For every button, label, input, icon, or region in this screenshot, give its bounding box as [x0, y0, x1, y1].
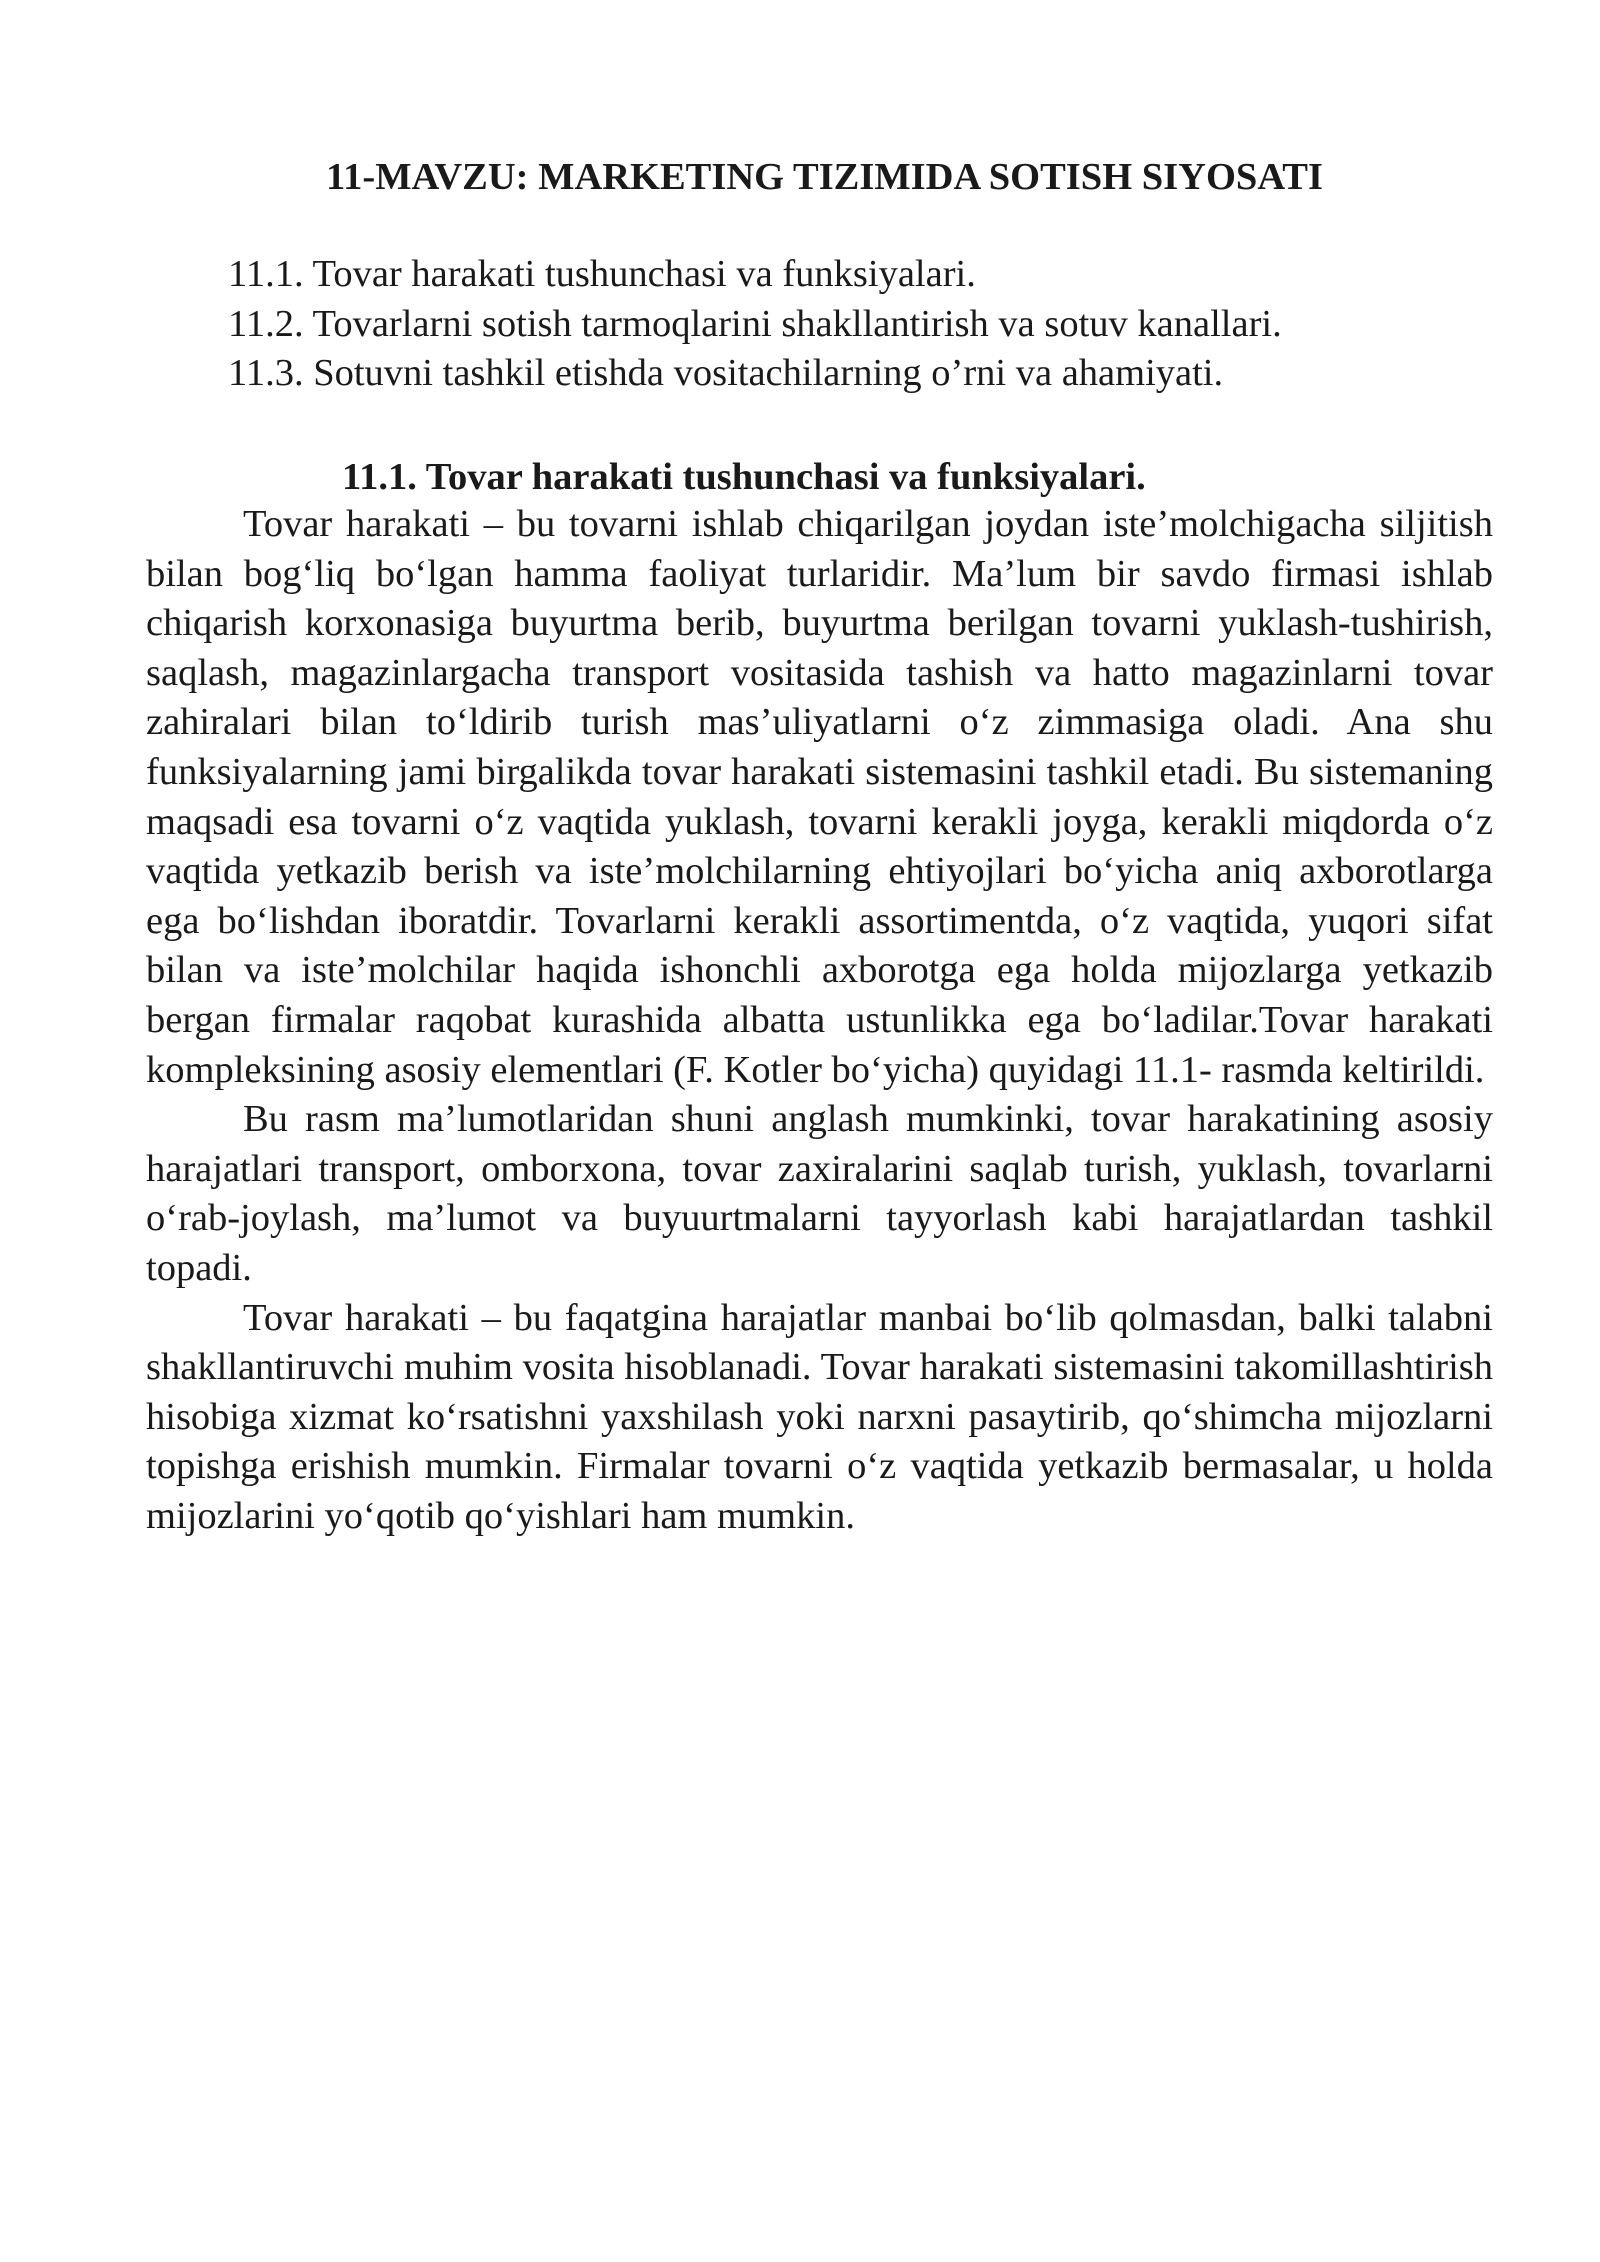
body-paragraph: Bu rasm ma’lumotlaridan shuni anglash mumkinki, tovar harakatining asosiy harajatlari transport, omborxona, tovar zaxiralarini saqlab turish, yuklash, tovarlarni o‘rab-joylash, ma’lumot va buyuurtmalarni tayyorlash kabi harajatlardan tashkil topadi. [146, 1098, 1493, 1289]
toc-item: 11.1. Tovar harakati tushunchasi va funksiyalari. [228, 253, 976, 295]
toc-item: 11.2. Tovarlarni sotish tarmoqlarini shakllantirish va sotuv kanallari. [228, 302, 1282, 345]
document-body [146, 500, 1493, 1541]
body-paragraph: Tovar harakati – bu faqatgina harajatlar manbai bo‘lib qolmasdan, balki talabni shakllantiruvchi muhim vosita hisoblanadi. Tovar harakati sistemasini takomillashtirish hisobiga xizmat ko‘rsatishni yaxshilash yoki narxni pasaytirib, qo‘shimcha mijozlarni topishga erishish mumkin. Firmalar tovarni o‘z vaqtida yetkazib bermasalar, u holda mijozlarini yo‘qotib qo‘yishlari ham mumkin. [146, 1296, 1493, 1537]
document-title: 11-MAVZU: MARKETING TIZIMIDA SOTISH SIYOSATI [326, 156, 1323, 198]
table-of-contents [228, 250, 1508, 399]
toc-item: 11.3. Sotuvni tashkil etishda vositachilarning o’rni va ahamiyati. [228, 352, 1224, 394]
body-paragraph: Tovar harakati – bu tovarni ishlab chiqarilgan joydan iste’molchigacha siljitish bilan bog‘liq bo‘lgan hamma faoliyat turlaridir. Ma’lum bir savdo firmasi ishlab chiqarish korxonasiga buyurtma berib, buyurtma berilgan tovarni yuklash-tushirish, saqlash, magazinlargacha transport vositasida tashish va hatto magazinlarni tovar zahiralari bilan to‘ldirib turish mas’uliyatlarni o‘z zimmasiga oladi. Ana shu funksiyalarning jami birgalikda tovar harakati sistemasini tashkil etadi. Bu sistemaning maqsadi esa tovarni o‘z vaqtida yuklash, tovarni kerakli joyga, kerakli miqdorda o‘z vaqtida yetkazib berish va iste’molchilarning ehtiyojlari bo‘yicha aniq axborotlarga ega bo‘lishdan iboratdir. Tovarlarni kerakli assortimentda, o‘z vaqtida, yuqori sifat bilan va iste’molchilar haqida ishonchli axborotga ega holda mijozlarga yetkazib bergan firmalar raqobat kurashida albatta ustunlikka ega bo‘ladilar.Tovar harakati kompleksining asosiy elementlari (F. Kotler bo‘yicha) quyidagi 11.1- rasmda keltirildi. [146, 503, 1493, 1091]
section-heading: 11.1. Tovar harakati tushunchasi va funksiyalari. [342, 456, 1146, 498]
